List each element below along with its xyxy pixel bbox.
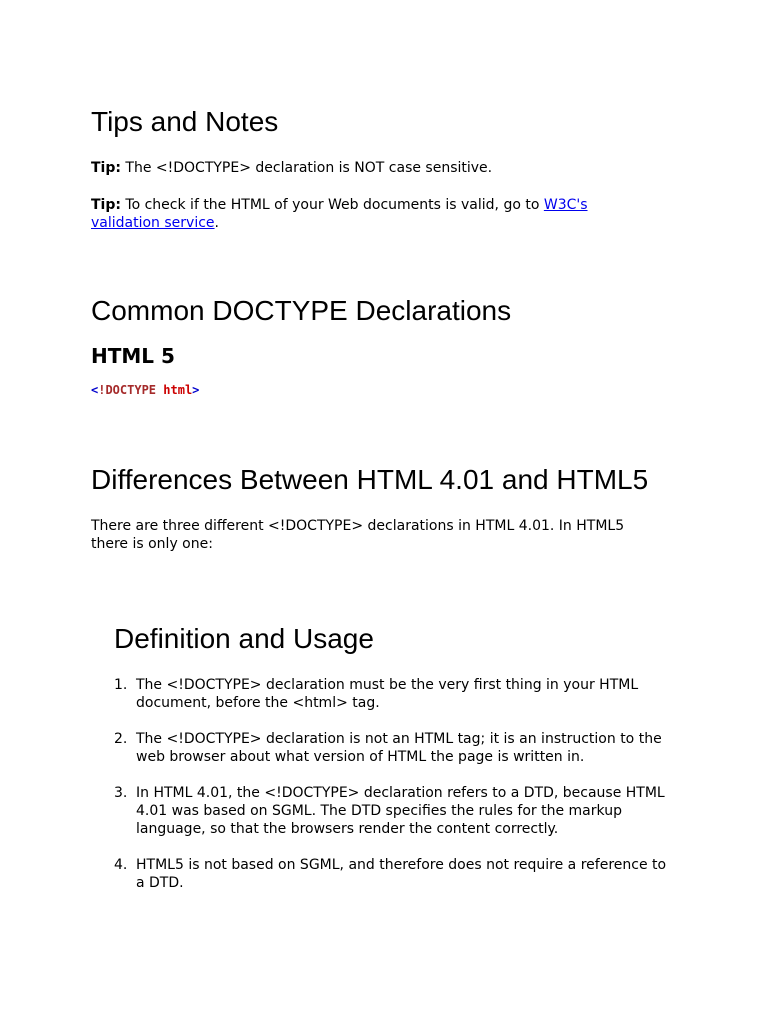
differences-text: There are three different <!DOCTYPE> declarations in HTML 4.01. In HTML5 there is only one: bbox=[91, 518, 625, 552]
w3c-validation-link[interactable]: W3C's validation service bbox=[91, 197, 588, 231]
html5-subheading: HTML 5 bbox=[91, 344, 175, 368]
tip-text: The <!DOCTYPE> declaration is NOT case sensitive. bbox=[125, 160, 493, 176]
common-doctype-heading: Common DOCTYPE Declarations bbox=[91, 295, 512, 326]
doctype-code-example bbox=[91, 383, 199, 397]
tip-label: Tip: bbox=[91, 197, 121, 213]
tip-text: To check if the HTML of your Web documents is valid, go to bbox=[125, 197, 540, 213]
differences-heading: Differences Between HTML 4.01 and HTML5 bbox=[91, 464, 649, 495]
definition-list bbox=[114, 676, 674, 910]
list-item-text: The <!DOCTYPE> declaration is not an HTML tag; it is an instruction to the web browser about what version of HTML the page is written in. bbox=[136, 731, 662, 765]
list-item bbox=[114, 676, 674, 712]
tip-case-sensitive bbox=[91, 159, 691, 177]
code-close-bracket: > bbox=[192, 383, 200, 397]
tip-validation bbox=[91, 196, 631, 232]
code-tag: !DOCTYPE bbox=[98, 383, 157, 397]
tips-heading: Tips and Notes bbox=[91, 106, 279, 137]
list-item-number: 3. bbox=[114, 785, 128, 801]
list-item-number: 2. bbox=[114, 731, 128, 747]
list-item-text: HTML5 is not based on SGML, and therefore does not require a reference to a DTD. bbox=[136, 857, 667, 891]
list-item-number: 4. bbox=[114, 857, 128, 873]
definition-heading: Definition and Usage bbox=[114, 623, 374, 654]
tip-period: . bbox=[214, 215, 219, 231]
code-open-bracket: < bbox=[91, 383, 99, 397]
list-item-text: The <!DOCTYPE> declaration must be the very first thing in your HTML document, before the <html> tag. bbox=[136, 677, 639, 711]
code-attr: html bbox=[163, 383, 193, 397]
tip-label: Tip: bbox=[91, 160, 121, 176]
list-item-text: In HTML 4.01, the <!DOCTYPE> declaration refers to a DTD, because HTML 4.01 was based on SGML. The DTD specifies the rules for the markup language, so that the browsers render the content correctly. bbox=[136, 785, 665, 837]
list-item bbox=[114, 784, 674, 838]
list-item bbox=[114, 856, 674, 892]
list-item-number: 1. bbox=[114, 677, 128, 693]
list-item bbox=[114, 730, 674, 766]
